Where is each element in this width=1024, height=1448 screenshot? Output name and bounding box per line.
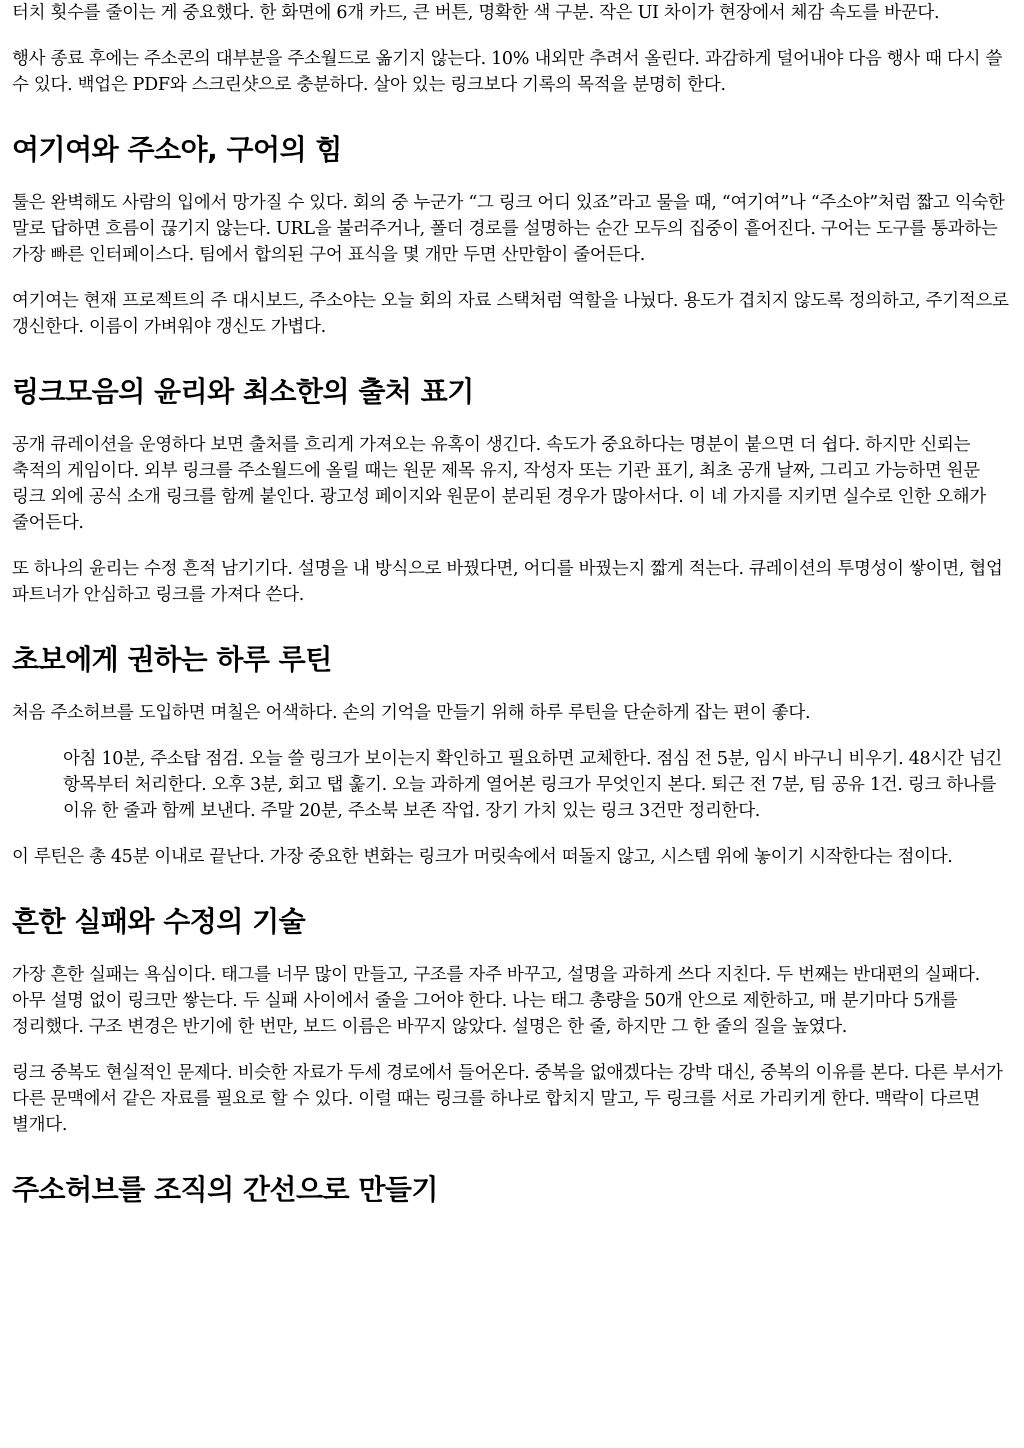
section-link-ethics — [12, 374, 1012, 608]
blockquote-text: 아침 10분, 주소탑 점검. 오늘 쓸 링크가 보이는지 확인하고 필요하면 교체한다. 점심 전 5분, 임시 바구니 비우기. 48시간 넘긴 항목부터 처리한다. 오후 3분, 회고 탭 훑기. 오늘 과하게 열어본 링크가 무엇인지 본다. 퇴근 전 7분, 팀 공유 1건. 링크 하나를 이유 한 줄과 함께 보낸다. 주말 20분, 주소북 보존 작업. 장기 가치 있는 링크 3건만 정리한다. — [63, 749, 1003, 821]
section-common-failures — [12, 904, 1012, 1138]
body-paragraph: 툴은 완벽해도 사람의 입에서 망가질 수 있다. 회의 중 누군가 “그 링크 어디 있죠”라고 물을 때, “여기여”나 “주소야”처럼 짧고 익숙한 말로 답하면 흐름이 끊기지 않는다. URL을 불러주거나, 폴더 경로를 설명하는 순간 모두의 집중이 흩어진다. 구어는 도구를 통과하는 가장 빠른 인터페이스다. 팀에서 합의된 구어 표식을 몇 개만 두면 산만함이 줄어든다. — [12, 193, 1005, 265]
section-heading: 주소허브를 조직의 간선으로 만들기 — [12, 1173, 438, 1206]
section-heading: 초보에게 권하는 하루 루틴 — [12, 643, 332, 676]
section-daily-routine — [12, 642, 1012, 870]
section-spoken-words — [12, 132, 1012, 340]
section-heading: 링크모음의 윤리와 최소한의 출처 표기 — [12, 375, 474, 408]
intro-paragraph-2: 행사 종료 후에는 주소콘의 대부분을 주소월드로 옮기지 않는다. 10% 내외만 추려서 올린다. 과감하게 덜어내야 다음 행사 때 다시 쓸 수 있다. 백업은 PDF와 스크린샷으로 충분하다. 살아 있는 링크보다 기록의 목적을 분명히 한다. — [12, 49, 1003, 95]
intro-paragraph-1: 터치 횟수를 줄이는 게 중요했다. 한 화면에 6개 카드, 큰 버튼, 명확한 색 구분. 작은 UI 차이가 현장에서 체감 속도를 바꾼다. — [12, 3, 940, 23]
section-org-backbone — [12, 1172, 1012, 1208]
routine-blockquote — [63, 746, 1012, 824]
section-heading: 여기여와 주소야, 구어의 힘 — [12, 133, 342, 166]
body-paragraph: 공개 큐레이션을 운영하다 보면 출처를 흐리게 가져오는 유혹이 생긴다. 속도가 중요하다는 명분이 붙으면 더 쉽다. 하지만 신뢰는 축적의 게임이다. 외부 링크를 주소월드에 올릴 때는 원문 제목 유지, 작성자 또는 기관 표기, 최초 공개 날짜, 그리고 가능하면 원문 링크 외에 공식 소개 링크를 함께 붙인다. 광고성 페이지와 원문이 분리된 경우가 많아서다. 이 네 가지를 지키면 실수로 인한 오해가 줄어든다. — [12, 435, 986, 533]
article-body — [12, 0, 1012, 1208]
body-paragraph: 가장 흔한 실패는 욕심이다. 태그를 너무 많이 만들고, 구조를 자주 바꾸고, 설명을 과하게 쓰다 지친다. 두 번째는 반대편의 실패다. 아무 설명 없이 링크만 쌓는다. 두 실패 사이에서 줄을 그어야 한다. 나는 태그 총량을 50개 안으로 제한하고, 매 분기마다 5개를 정리했다. 구조 변경은 반기에 한 번만, 보드 이름은 바꾸지 않았다. 설명은 한 줄, 하지만 그 한 줄의 질을 높였다. — [12, 965, 980, 1037]
body-paragraph: 또 하나의 윤리는 수정 흔적 남기기다. 설명을 내 방식으로 바꿨다면, 어디를 바꿨는지 짧게 적는다. 큐레이션의 투명성이 쌓이면, 협업 파트너가 안심하고 링크를 가져다 쓴다. — [12, 559, 1003, 605]
body-paragraph: 여기여는 현재 프로젝트의 주 대시보드, 주소야는 오늘 회의 자료 스택처럼 역할을 나눴다. 용도가 겹치지 않도록 정의하고, 주기적으로 갱신한다. 이름이 가벼워야 갱신도 가볍다. — [12, 291, 1009, 337]
body-paragraph: 링크 중복도 현실적인 문제다. 비슷한 자료가 두세 경로에서 들어온다. 중복을 없애겠다는 강박 대신, 중복의 이유를 본다. 다른 부서가 다른 문맥에서 같은 자료를 필요로 할 수 있다. 이럴 때는 링크를 하나로 합치지 말고, 두 링크를 서로 가리키게 한다. 맥락이 다르면 별개다. — [12, 1063, 1003, 1135]
body-paragraph: 처음 주소허브를 도입하면 며칠은 어색하다. 손의 기억을 만들기 위해 하루 루틴을 단순하게 잡는 편이 좋다. — [12, 703, 811, 723]
section-heading: 흔한 실패와 수정의 기술 — [12, 905, 306, 938]
body-paragraph: 이 루틴은 총 45분 이내로 끝난다. 가장 중요한 변화는 링크가 머릿속에서 떠돌지 않고, 시스템 위에 놓이기 시작한다는 점이다. — [12, 847, 953, 867]
